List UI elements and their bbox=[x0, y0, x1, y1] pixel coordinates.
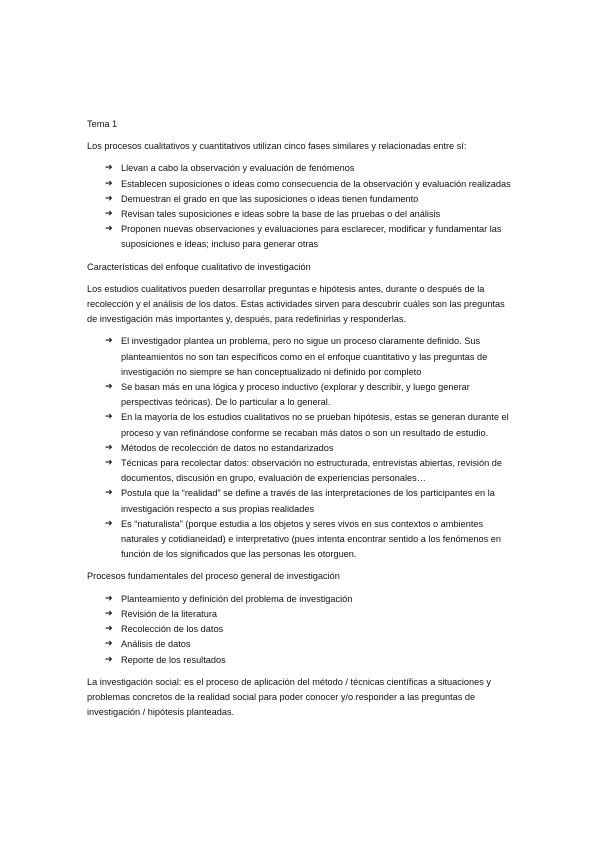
arrow-icon: ➔ bbox=[105, 458, 113, 469]
list-item-text: Revisan tales suposiciones e ideas sobre la base de las pruebas o del análisis bbox=[121, 209, 441, 220]
arrow-icon: ➔ bbox=[105, 178, 113, 189]
list-item bbox=[105, 517, 517, 563]
section1-list bbox=[87, 161, 517, 252]
list-item-text: Establecen suposiciones o ideas como consecuencia de la observación y evaluación realizadas bbox=[121, 178, 511, 189]
arrow-icon: ➔ bbox=[105, 624, 113, 635]
list-item bbox=[105, 607, 517, 622]
list-item-text: Es “naturalista” (porque estudia a los objetos y seres vivos en sus contextos o ambientes naturales y cotidianeidad) e interpretativo (pues intenta encontrar sentido a los fenómenos en función de los significados que las personas les otorguen. bbox=[121, 518, 501, 560]
list-item-text: Demuestran el grado en que las suposiciones o ideas tienen fundamento bbox=[121, 193, 419, 204]
list-item-text: Revisión de la literatura bbox=[121, 608, 218, 619]
arrow-icon: ➔ bbox=[105, 639, 113, 650]
list-item-text: Reporte de los resultados bbox=[121, 654, 226, 665]
list-item bbox=[105, 653, 517, 668]
arrow-icon: ➔ bbox=[105, 224, 113, 235]
list-item-text: Planteamiento y definición del problema de investigación bbox=[121, 593, 353, 604]
section3-list bbox=[87, 592, 517, 668]
list-item bbox=[105, 161, 517, 176]
arrow-icon: ➔ bbox=[105, 518, 113, 529]
list-item bbox=[105, 456, 517, 486]
list-item bbox=[105, 441, 517, 456]
document-page bbox=[87, 117, 517, 727]
arrow-icon: ➔ bbox=[105, 608, 113, 619]
list-item bbox=[105, 334, 517, 380]
closing-paragraph: La investigación social: es el proceso de aplicación del método / técnicas científicas a situaciones y problemas concretos de la realidad social para poder conocer y/o responder a las preguntas de investigación / hipótesis planteadas. bbox=[87, 676, 491, 718]
section2-paragraph: Los estudios cualitativos pueden desarrollar preguntas e hipótesis antes, durante o después de la recolección y el análisis de los datos. Estas actividades sirven para descubrir cuáles son las preguntas de investigación más importantes y, después, para redefinirlas y responderlas. bbox=[87, 283, 505, 325]
list-item-text: Postula que la “realidad” se define a través de las interpretaciones de los participantes en la investigación respecto a sus propias realidades bbox=[121, 488, 495, 514]
list-item-text: En la mayoría de los estudios cualitativos no se prueban hipótesis, estas se generan durante el proceso y van refinándose conforme se recaban más datos o son un resultado de estudio. bbox=[121, 412, 509, 438]
arrow-icon: ➔ bbox=[105, 336, 113, 347]
list-item bbox=[105, 207, 517, 222]
list-item bbox=[105, 410, 517, 440]
list-item bbox=[105, 592, 517, 607]
list-item bbox=[105, 637, 517, 652]
list-item-text: Técnicas para recolectar datos: observación no estructurada, entrevistas abiertas, revisión de documentos, discusión en grupo, evaluación de experiencias personales… bbox=[121, 458, 502, 484]
list-item bbox=[105, 177, 517, 192]
list-item bbox=[105, 192, 517, 207]
list-item bbox=[105, 622, 517, 637]
section2-list bbox=[87, 334, 517, 562]
list-item-text: Análisis de datos bbox=[121, 639, 191, 650]
list-item-text: Proponen nuevas observaciones y evaluaciones para esclarecer, modificar y fundamentar las suposiciones e ideas; incluso para generar otras bbox=[121, 224, 502, 250]
list-item-text: El investigador plantea un problema, pero no sigue un proceso claramente definido. Sus planteamientos no son tan específicos como en el enfoque cuantitativo y las preguntas de investigación no siempre se han conceptualizado ni definido por completo bbox=[121, 336, 488, 377]
list-item bbox=[105, 222, 517, 252]
arrow-icon: ➔ bbox=[105, 193, 113, 204]
list-item-text: Métodos de recolección de datos no estandarizados bbox=[121, 442, 334, 453]
arrow-icon: ➔ bbox=[105, 488, 113, 499]
arrow-icon: ➔ bbox=[105, 442, 113, 453]
list-item bbox=[105, 486, 517, 516]
list-item-text: Recolección de los datos bbox=[121, 624, 224, 635]
list-item-text: Se basan más en una lógica y proceso inductivo (explorar y describir, y luego generar perspectivas teóricas). De lo particular a lo general. bbox=[121, 382, 470, 408]
arrow-icon: ➔ bbox=[105, 412, 113, 423]
section3-heading: Procesos fundamentales del proceso general de investigación bbox=[87, 571, 340, 582]
arrow-icon: ➔ bbox=[105, 163, 113, 174]
list-item bbox=[105, 380, 517, 410]
document-title: Tema 1 bbox=[87, 119, 118, 129]
section1-intro: Los procesos cualitativos y cuantitativos utilizan cinco fases similares y relacionadas entre sí: bbox=[87, 141, 467, 152]
arrow-icon: ➔ bbox=[105, 593, 113, 604]
arrow-icon: ➔ bbox=[105, 209, 113, 220]
arrow-icon: ➔ bbox=[105, 382, 113, 393]
list-item-text: Llevan a cabo la observación y evaluación de fenómenos bbox=[121, 163, 355, 174]
section2-heading: Características del enfoque cualitativo de investigación bbox=[87, 261, 311, 272]
arrow-icon: ➔ bbox=[105, 654, 113, 665]
